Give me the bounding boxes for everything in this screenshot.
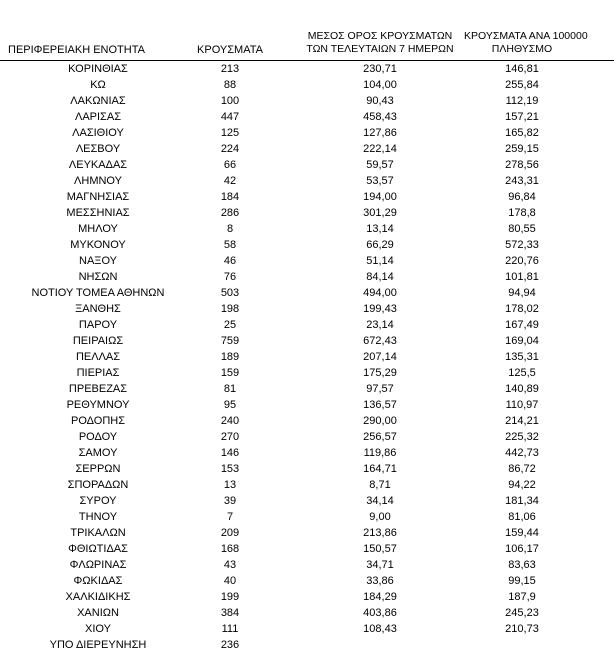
avg7-cell: 119,86 (363, 447, 397, 459)
cases-cell: 125 (220, 127, 240, 139)
per100k-cell: 94,22 (508, 479, 536, 491)
region-cell: ΤΡΙΚΑΛΩΝ (70, 527, 126, 539)
region-cell: ΝΑΞΟΥ (79, 255, 117, 267)
avg7-cell: 127,86 (363, 127, 397, 139)
per100k-cell: 146,81 (505, 63, 539, 75)
cases-cell: 759 (220, 335, 240, 347)
cases-cell: 95 (223, 399, 237, 411)
table-row (0, 173, 614, 189)
table-row (0, 477, 614, 493)
region-cell: ΜΕΣΣΗΝΙΑΣ (66, 207, 130, 219)
region-cell: ΠΙΕΡΙΑΣ (76, 367, 120, 379)
table-row (0, 109, 614, 125)
per100k-cell: 245,23 (505, 607, 539, 619)
table-row (0, 541, 614, 557)
per100k-cell: 187,9 (508, 591, 536, 603)
cases-cell: 43 (223, 559, 237, 571)
avg7-cell: 494,00 (363, 287, 397, 299)
avg7-cell: 222,14 (363, 143, 397, 155)
avg7-cell: 23,14 (366, 319, 394, 331)
per100k-cell: 81,06 (508, 511, 536, 523)
header-cases-per-100k-line1: ΚΡΟΥΣΜΑΤΑ ΑΝΑ 100000 (464, 30, 588, 42)
table-row (0, 317, 614, 333)
region-cell: ΚΩ (90, 79, 106, 91)
region-cell: ΛΑΣΙΘΙΟΥ (72, 127, 124, 139)
region-cell: ΠΑΡΟΥ (78, 319, 118, 331)
region-cell: ΦΩΚΙΔΑΣ (73, 575, 123, 587)
cases-cell: 168 (220, 543, 240, 555)
region-cell: ΛΑΚΩΝΙΑΣ (70, 95, 126, 107)
avg7-cell: 230,71 (363, 63, 397, 75)
cases-cell: 100 (220, 95, 240, 107)
cases-cell: 159 (220, 367, 240, 379)
table-row (0, 189, 614, 205)
table-row (0, 445, 614, 461)
avg7-cell: 97,57 (366, 383, 394, 395)
per100k-cell: 278,56 (505, 159, 539, 171)
region-cell: ΝΟΤΙΟΥ ΤΟΜΕΑ ΑΘΗΝΩΝ (31, 287, 165, 299)
avg7-cell: 199,43 (363, 303, 397, 315)
table-row (0, 253, 614, 269)
per100k-cell: 125,5 (508, 367, 536, 379)
table-row (0, 365, 614, 381)
table-row (0, 349, 614, 365)
avg7-cell: 51,14 (366, 255, 394, 267)
cases-cell: 189 (220, 351, 240, 363)
cases-cell: 46 (223, 255, 237, 267)
region-cell: ΛΗΜΝΟΥ (74, 175, 122, 187)
cases-cell: 42 (223, 175, 237, 187)
avg7-cell: 194,00 (363, 191, 397, 203)
avg7-cell: 213,86 (363, 527, 397, 539)
region-cell: ΠΕΛΛΑΣ (75, 351, 121, 363)
per100k-cell: 169,04 (505, 335, 539, 347)
cases-cell: 286 (220, 207, 240, 219)
cases-cell: 447 (220, 111, 240, 123)
table-row (0, 413, 614, 429)
cases-cell: 13 (223, 479, 237, 491)
table-row (0, 301, 614, 317)
avg7-cell: 184,29 (363, 591, 397, 603)
regional-cases-table (0, 12, 614, 653)
cases-cell: 25 (223, 319, 237, 331)
avg7-cell: 9,00 (369, 511, 391, 523)
cases-cell: 384 (220, 607, 240, 619)
table-row (0, 429, 614, 445)
per100k-cell: 140,89 (505, 383, 539, 395)
cases-cell: 88 (223, 79, 237, 91)
cases-cell: 7 (226, 511, 234, 523)
per100k-cell: 214,21 (505, 415, 539, 427)
table-row (0, 557, 614, 573)
region-cell: ΠΡΕΒΕΖΑΣ (68, 383, 128, 395)
table-row (0, 125, 614, 141)
per100k-cell: 210,73 (505, 623, 539, 635)
cases-cell: 209 (220, 527, 240, 539)
per100k-cell: 96,84 (508, 191, 536, 203)
table-row (0, 573, 614, 589)
table-row (0, 381, 614, 397)
region-cell: ΠΕΙΡΑΙΩΣ (72, 335, 124, 347)
avg7-cell: 175,29 (363, 367, 397, 379)
avg7-cell: 90,43 (366, 95, 394, 107)
region-cell: ΚΟΡΙΝΘΙΑΣ (68, 63, 128, 75)
region-cell: ΦΘΙΩΤΙΔΑΣ (68, 543, 128, 555)
cases-cell: 76 (223, 271, 237, 283)
per100k-cell: 159,44 (505, 527, 539, 539)
region-cell: ΜΗΛΟΥ (78, 223, 118, 235)
cases-cell: 503 (220, 287, 240, 299)
table-row (0, 77, 614, 93)
header-regional-unit: ΠΕΡΙΦΕΡΕΙΑΚΗ ΕΝΟΤΗΤΑ (8, 44, 145, 56)
per100k-cell: 255,84 (505, 79, 539, 91)
region-cell: ΧΑΛΚΙΔΙΚΗΣ (65, 591, 131, 603)
cases-cell: 81 (223, 383, 237, 395)
per100k-cell: 110,97 (505, 399, 539, 411)
region-cell: ΛΕΥΚΑΔΑΣ (68, 159, 128, 171)
per100k-cell: 178,8 (508, 207, 536, 219)
table-row (0, 61, 614, 78)
avg7-cell: 256,57 (363, 431, 397, 443)
avg7-cell: 84,14 (366, 271, 394, 283)
region-cell: ΛΑΡΙΣΑΣ (74, 111, 121, 123)
region-cell: ΡΕΘΥΜΝΟΥ (66, 399, 130, 411)
per100k-cell: 243,31 (505, 175, 539, 187)
avg7-cell: 33,86 (366, 575, 394, 587)
region-cell: ΥΠΟ ΔΙΕΡΕΥΝΗΣΗ (49, 639, 147, 651)
cases-cell: 198 (220, 303, 240, 315)
table-row (0, 397, 614, 413)
cases-cell: 153 (220, 463, 240, 475)
avg7-cell: 458,43 (363, 111, 397, 123)
cases-cell: 40 (223, 575, 237, 587)
table-row (0, 493, 614, 509)
avg7-cell: 150,57 (363, 543, 397, 555)
per100k-cell: 442,73 (505, 447, 539, 459)
avg7-cell: 164,71 (363, 463, 397, 475)
avg7-cell: 672,43 (363, 335, 397, 347)
table-header (0, 12, 614, 61)
per100k-cell: 101,81 (505, 271, 539, 283)
cases-cell: 146 (220, 447, 240, 459)
region-cell: ΞΑΝΘΗΣ (75, 303, 121, 315)
avg7-cell: 66,29 (366, 239, 394, 251)
table-row (0, 621, 614, 637)
per100k-cell: 181,34 (505, 495, 539, 507)
region-cell: ΧΙΟΥ (85, 623, 111, 635)
table-row (0, 269, 614, 285)
table-row (0, 285, 614, 301)
region-cell: ΛΕΣΒΟΥ (75, 143, 121, 155)
per100k-cell: 259,15 (505, 143, 539, 155)
header-cases-per-100k-line2: ΠΛΗΘΥΣΜΟ (491, 43, 553, 55)
cases-cell: 66 (223, 159, 237, 171)
per100k-cell: 165,82 (505, 127, 539, 139)
region-cell: ΜΥΚΟΝΟΥ (70, 239, 126, 251)
region-cell: ΦΛΩΡΙΝΑΣ (69, 559, 127, 571)
cases-cell: 240 (220, 415, 240, 427)
table-row (0, 93, 614, 109)
per100k-cell (464, 637, 614, 653)
per100k-cell: 157,21 (505, 111, 539, 123)
cases-cell: 213 (220, 63, 240, 75)
region-cell: ΤΗΝΟΥ (78, 511, 118, 523)
per100k-cell: 135,31 (505, 351, 539, 363)
cases-cell: 224 (220, 143, 240, 155)
cases-cell: 58 (223, 239, 237, 251)
region-cell: ΣΠΟΡΑΔΩΝ (67, 479, 129, 491)
avg7-cell: 53,57 (366, 175, 394, 187)
table-row (0, 589, 614, 605)
avg7-cell: 290,00 (363, 415, 397, 427)
per100k-cell: 80,55 (508, 223, 536, 235)
cases-cell: 39 (223, 495, 237, 507)
per100k-cell: 112,19 (505, 95, 539, 107)
region-cell: ΧΑΝΙΩΝ (77, 607, 119, 619)
table-row (0, 333, 614, 349)
cases-cell: 8 (226, 223, 234, 235)
per100k-cell: 83,63 (508, 559, 536, 571)
avg7-cell: 136,57 (363, 399, 397, 411)
avg7-cell (264, 637, 464, 653)
per100k-cell: 572,33 (505, 239, 539, 251)
cases-cell: 184 (220, 191, 240, 203)
header-row (0, 12, 614, 61)
per100k-cell: 94,94 (508, 287, 536, 299)
avg7-cell: 301,29 (363, 207, 397, 219)
table-row (0, 525, 614, 541)
header-cases: ΚΡΟΥΣΜΑΤΑ (197, 44, 263, 56)
table-row (0, 237, 614, 253)
avg7-cell: 403,86 (363, 607, 397, 619)
avg7-cell: 34,71 (366, 559, 394, 571)
header-cases-per-100k (464, 12, 614, 61)
per100k-cell: 178,02 (505, 303, 539, 315)
table-row (0, 221, 614, 237)
per100k-cell: 220,76 (505, 255, 539, 267)
cases-cell: 270 (220, 431, 240, 443)
region-cell: ΡΟΔΟΥ (78, 431, 118, 443)
region-cell: ΝΗΣΩΝ (78, 271, 118, 283)
cases-cell: 236 (220, 639, 240, 651)
table-row (0, 509, 614, 525)
avg7-cell: 59,57 (366, 159, 394, 171)
region-cell: ΣΕΡΡΩΝ (75, 463, 121, 475)
header-avg-7day-line2: ΤΩΝ ΤΕΛΕΥΤΑΙΩΝ 7 ΗΜΕΡΩΝ (306, 43, 454, 55)
cases-cell: 111 (221, 623, 239, 635)
table-row (0, 461, 614, 477)
avg7-cell: 8,71 (369, 479, 391, 491)
region-cell: ΜΑΓΝΗΣΙΑΣ (66, 191, 130, 203)
avg7-cell: 207,14 (363, 351, 397, 363)
avg7-cell: 104,00 (363, 79, 397, 91)
table-row (0, 637, 614, 653)
per100k-cell: 86,72 (508, 463, 536, 475)
region-cell: ΣΑΜΟΥ (78, 447, 118, 459)
table-row (0, 157, 614, 173)
table-row (0, 141, 614, 157)
region-cell: ΣΥΡΟΥ (79, 495, 117, 507)
avg7-cell: 13,14 (366, 223, 394, 235)
per100k-cell: 167,49 (505, 319, 539, 331)
per100k-cell: 225,32 (505, 431, 539, 443)
header-avg-7day (264, 12, 464, 61)
avg7-cell: 34,14 (366, 495, 394, 507)
table-body (0, 61, 614, 654)
per100k-cell: 99,15 (508, 575, 536, 587)
per100k-cell: 106,17 (505, 543, 539, 555)
header-avg-7day-line1: ΜΕΣΟΣ ΟΡΟΣ ΚΡΟΥΣΜΑΤΩΝ (307, 30, 453, 42)
table-row (0, 205, 614, 221)
table-row (0, 605, 614, 621)
region-cell: ΡΟΔΟΠΗΣ (70, 415, 126, 427)
avg7-cell: 108,43 (363, 623, 397, 635)
cases-cell: 199 (220, 591, 240, 603)
